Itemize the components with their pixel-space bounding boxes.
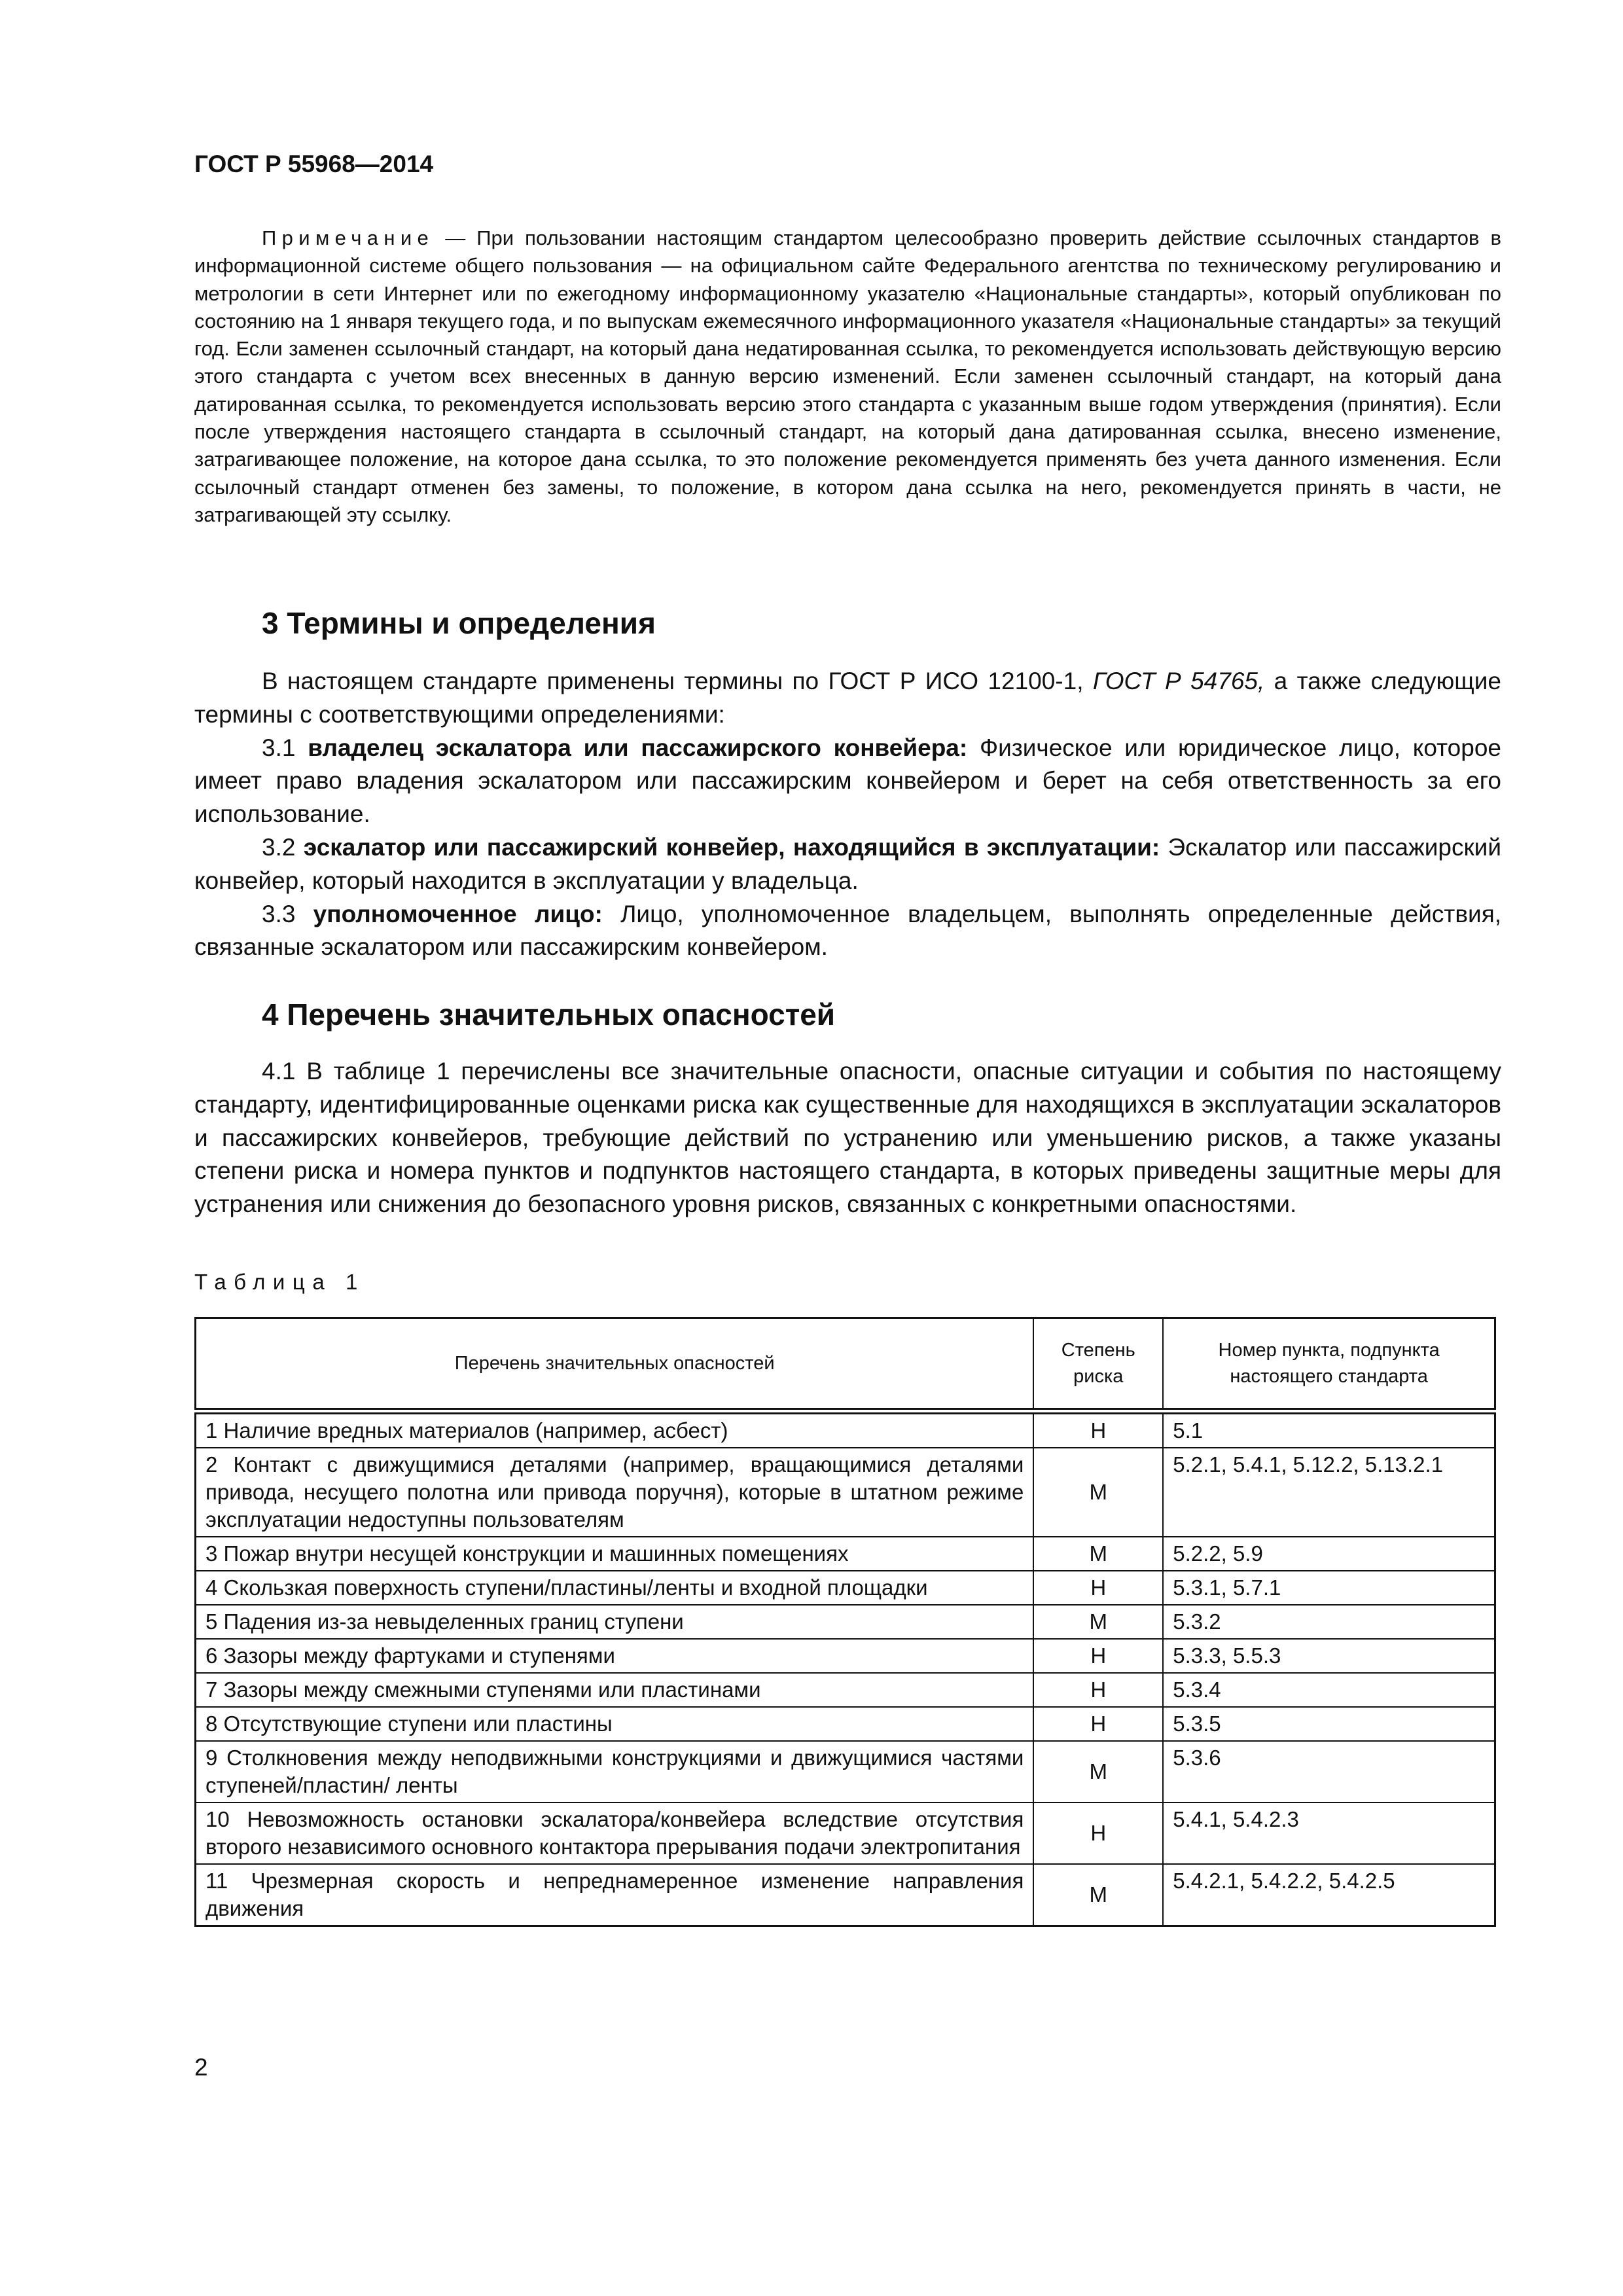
terms-intro [194, 665, 1501, 732]
section-4-title: 4 Перечень значительных опасностей [262, 997, 836, 1031]
note-label: Примечание [262, 226, 435, 249]
term-definition: Лицо, уполномоченное владельцем, выполнять определенные действия, связанные эскалатором или пассажирским конвейером. [194, 900, 1502, 961]
table-row [196, 1448, 1495, 1537]
hazard-cell: 2 Контакт с движущимися деталями (например, вращающимися деталями привода, несущего полотна или привода поручня), которые в штатном режиме эксплуатации недоступны пользователям [196, 1448, 1034, 1537]
risk-cell: М [1033, 1864, 1163, 1926]
hazard-cell: 8 Отсутствующие ступени или пластины [196, 1707, 1034, 1741]
term-3-2 [194, 831, 1501, 898]
term-name: эскалатор или пассажирский конвейер, находящийся в эксплуатации: [303, 833, 1160, 861]
document-header: ГОСТ Р 55968—2014 [194, 151, 434, 177]
term-number: 3.2 [262, 833, 304, 861]
risk-cell: Н [1033, 1639, 1163, 1673]
reference-note [194, 224, 1501, 529]
table-row [196, 1673, 1495, 1707]
column-header-hazard: Перечень значительных опасностей [196, 1318, 1034, 1412]
risk-cell: Н [1033, 1571, 1163, 1605]
page-number: 2 [194, 2054, 208, 2081]
hazard-table [194, 1317, 1496, 1927]
reference-cell: 5.3.3, 5.5.3 [1163, 1639, 1495, 1673]
reference-cell: 5.3.6 [1163, 1741, 1495, 1803]
term-name: уполномоченное лицо: [313, 900, 603, 927]
hazards-section [194, 1055, 1501, 1221]
risk-cell: М [1033, 1605, 1163, 1639]
reference-cell: 5.4.2.1, 5.4.2.2, 5.4.2.5 [1163, 1864, 1495, 1926]
note-text: — При пользовании настоящим стандартом целесообразно проверить действие ссылочных стандартов в информационной системе общего пользования — на официальном сайте Федерального агентства по техническому регулированию и метрологии в сети Интернет или по ежегодному информационному указателю «Национальные стандарты», который опубликован по состоянию на 1 января текущего года, и по выпускам ежемесячного информационного указателя «Национальные стандарты» за текущий год. Если заменен ссылочный стандарт, на который дана недатированная ссылка, то рекомендуется использовать действующую версию этого стандарта с учетом всех внесенных в данную версию изменений. Если заменен ссылочный стандарт, на который дана датированная ссылка, то рекомендуется использовать версию этого стандарта с указанным выше годом утверждения (принятия). Если после утверждения настоящего стандарта в ссылочный стандарт, на который дана датированная ссылка, внесено изменение, затрагивающее положение, на которое дана ссылка, то это положение рекомендуется применять без учета данного изменения. Если ссылочный стандарт отменен без замены, то положение, в котором дана ссылка на него, рекомендуется принять в части, не затрагивающей эту ссылку. [194, 226, 1501, 526]
reference-cell: 5.2.1, 5.4.1, 5.12.2, 5.13.2.1 [1163, 1448, 1495, 1537]
reference-cell: 5.3.2 [1163, 1605, 1495, 1639]
risk-cell: М [1033, 1448, 1163, 1537]
reference-cell: 5.2.2, 5.9 [1163, 1537, 1495, 1571]
table-row [196, 1803, 1495, 1864]
hazard-cell: 3 Пожар внутри несущей конструкции и машинных помещениях [196, 1537, 1034, 1571]
table-row [196, 1605, 1495, 1639]
table-row [196, 1864, 1495, 1926]
table-row [196, 1741, 1495, 1803]
risk-cell: Н [1033, 1673, 1163, 1707]
terms-intro-reference: ГОСТ Р 54765, [1092, 668, 1265, 694]
hazard-cell: 10 Невозможность остановки эскалатора/конвейера вследствие отсутствия второго независимого основного контактора прерывания подачи электропитания [196, 1803, 1034, 1864]
hazard-cell: 4 Скользкая поверхность ступени/пластины/ленты и входной площадки [196, 1571, 1034, 1605]
terms-intro-text: В настоящем стандарте применены термины по ГОСТ Р ИСО 12100-1, [262, 668, 1093, 694]
hazard-cell: 6 Зазоры между фартуками и ступенями [196, 1639, 1034, 1673]
table-header-row [196, 1318, 1495, 1412]
terms-intro-tail: а также следующие термины с соответствующими определениями: [194, 668, 1501, 728]
section-3-title: 3 Термины и определения [262, 606, 656, 640]
hazard-cell: 9 Столкновения между неподвижными конструкциями и движущимися частями ступеней/пластин/ ленты [196, 1741, 1034, 1803]
risk-cell: М [1033, 1741, 1163, 1803]
hazards-paragraph: 4.1 В таблице 1 перечислены все значительные опасности, опасные ситуации и события по настоящему стандарту, идентифицированные оценками риска как существенные для находящихся в эксплуатации эскалаторов и пассажирских конвейеров, требующие действий по устранению или уменьшению рисков, а также указаны степени риска и номера пунктов и подпунктов настоящего стандарта, в которых приведены защитные меры для устранения или снижения до безопасного уровня рисков, связанных с конкретными опасностями. [194, 1058, 1501, 1218]
hazard-cell: 11 Чрезмерная скорость и непреднамеренное изменение направления движения [196, 1864, 1034, 1926]
term-number: 3.3 [262, 900, 313, 927]
hazard-cell: 1 Наличие вредных материалов (например, асбест) [196, 1411, 1034, 1448]
terms-section [194, 665, 1501, 964]
term-definition: Эскалатор или пассажирский конвейер, который находится в эксплуатации у владельца. [194, 833, 1502, 894]
reference-cell: 5.3.1, 5.7.1 [1163, 1571, 1495, 1605]
table-row [196, 1707, 1495, 1741]
column-header-reference: Номер пункта, подпункта настоящего стандарта [1163, 1318, 1495, 1412]
hazard-cell: 7 Зазоры между смежными ступенями или пластинами [196, 1673, 1034, 1707]
reference-cell: 5.4.1, 5.4.2.3 [1163, 1803, 1495, 1864]
hazard-cell: 5 Падения из-за невыделенных границ ступени [196, 1605, 1034, 1639]
risk-cell: Н [1033, 1411, 1163, 1448]
column-header-risk: Степень риска [1033, 1318, 1163, 1412]
reference-cell: 5.3.5 [1163, 1707, 1495, 1741]
term-name: владелец эскалатора или пассажирского конвейера: [308, 734, 968, 761]
table-row [196, 1571, 1495, 1605]
risk-cell: М [1033, 1537, 1163, 1571]
risk-cell: Н [1033, 1803, 1163, 1864]
table-caption: Таблица 1 [194, 1270, 365, 1294]
reference-cell: 5.3.4 [1163, 1673, 1495, 1707]
table-row [196, 1411, 1495, 1448]
term-3-3 [194, 898, 1501, 965]
term-definition: Физическое или юридическое лицо, которое имеет право владения эскалатором или пассажирским конвейером и берет на себя ответственность за его использование. [194, 734, 1501, 828]
table-row [196, 1537, 1495, 1571]
term-number: 3.1 [262, 734, 308, 761]
table-row [196, 1639, 1495, 1673]
term-3-1 [194, 732, 1501, 831]
reference-cell: 5.1 [1163, 1411, 1495, 1448]
risk-cell: Н [1033, 1707, 1163, 1741]
table-body [196, 1411, 1495, 1926]
